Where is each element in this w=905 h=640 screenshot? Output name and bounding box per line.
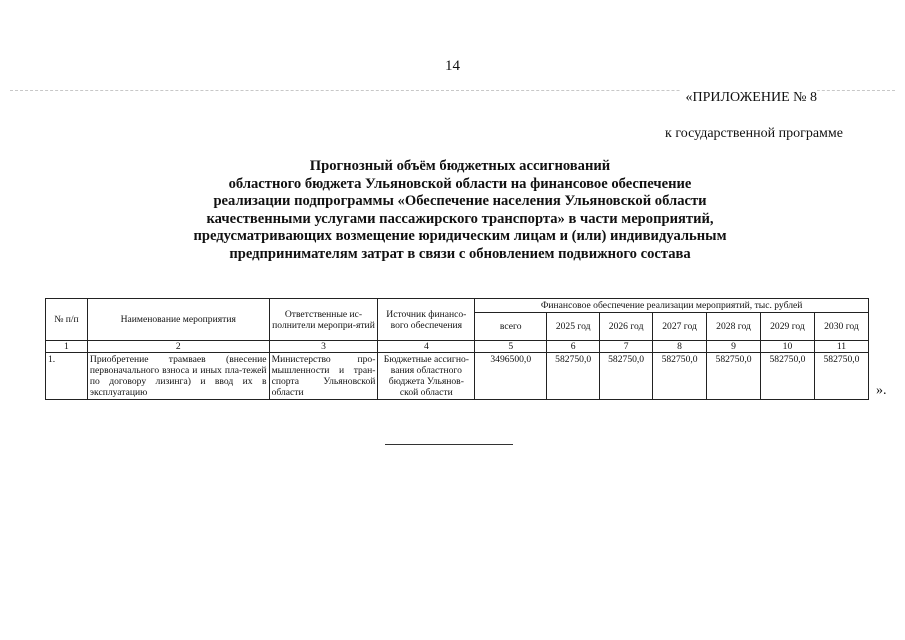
header-funding-col: 2026 год xyxy=(600,313,653,341)
closing-quote-mark: ». xyxy=(876,383,887,398)
title-line: предпринимателям затрат в связи с обновлением подвижного состава xyxy=(229,245,691,262)
header-funding-col: 2025 год xyxy=(547,313,600,341)
row-value: 582750,0 xyxy=(600,353,653,400)
row-value: 582750,0 xyxy=(547,353,600,400)
header-funding-col: 2030 год xyxy=(814,313,868,341)
table-row xyxy=(46,353,869,400)
row-value: 582750,0 xyxy=(707,353,761,400)
column-number: 11 xyxy=(814,341,868,353)
appendix-title: «ПРИЛОЖЕНИЕ № 8 xyxy=(680,90,818,106)
header-num: № п/п xyxy=(46,299,88,341)
row-source: Бюджетные ассигно-вания областного бюджета Ульянов-ской области xyxy=(378,353,475,400)
header-funding-col: всего xyxy=(475,313,547,341)
row-num: 1. xyxy=(46,353,88,400)
title-line: качественными услугами пассажирского транспорта» в части мероприятий, xyxy=(206,210,714,227)
title-line: предусматривающих возмещение юридическим лицам и (или) индивидуальным xyxy=(193,228,727,244)
column-number: 10 xyxy=(761,341,815,353)
column-number: 5 xyxy=(475,341,547,353)
document-title xyxy=(150,158,770,263)
column-number-row xyxy=(46,341,869,353)
header-funding-col: 2027 год xyxy=(653,313,707,341)
table-header-row xyxy=(46,299,869,313)
title-line: областного бюджета Ульяновской области на финансовое обеспечение xyxy=(228,175,692,192)
title-line: реализации подпрограммы «Обеспечение населения Ульяновской области xyxy=(213,193,707,209)
row-name: Приобретение трамваев (внесение первоначального взноса и иных пла-тежей по договору лизинга) и ввод их в эксплуатацию xyxy=(87,353,269,400)
column-number: 8 xyxy=(653,341,707,353)
header-source: Источник финансо-вого обеспечения xyxy=(378,299,475,341)
row-value: 582750,0 xyxy=(761,353,815,400)
column-number: 6 xyxy=(547,341,600,353)
column-number: 9 xyxy=(707,341,761,353)
header-name: Наименование мероприятия xyxy=(87,299,269,341)
row-executors: Министерство про-мышленности и тран-спорта Ульяновской области xyxy=(269,353,378,400)
header-executors: Ответственные ис-полнители меропри-ятий xyxy=(269,299,378,341)
row-value: 582750,0 xyxy=(814,353,868,400)
row-value: 3496500,0 xyxy=(475,353,547,400)
row-value: 582750,0 xyxy=(653,353,707,400)
column-number: 3 xyxy=(269,341,378,353)
column-number: 4 xyxy=(378,341,475,353)
budget-table xyxy=(45,298,869,400)
header-funding-col: 2028 год xyxy=(707,313,761,341)
header-funding-group: Финансовое обеспечение реализации мероприятий, тыс. рублей xyxy=(475,299,869,313)
bottom-divider xyxy=(385,444,513,445)
column-number: 1 xyxy=(46,341,88,353)
column-number: 2 xyxy=(87,341,269,353)
column-number: 7 xyxy=(600,341,653,353)
header-funding-col: 2029 год xyxy=(761,313,815,341)
page-number: 14 xyxy=(445,58,460,74)
appendix-subtitle: к государственной программе xyxy=(665,126,843,141)
title-line: Прогнозный объём бюджетных ассигнований xyxy=(309,158,611,174)
